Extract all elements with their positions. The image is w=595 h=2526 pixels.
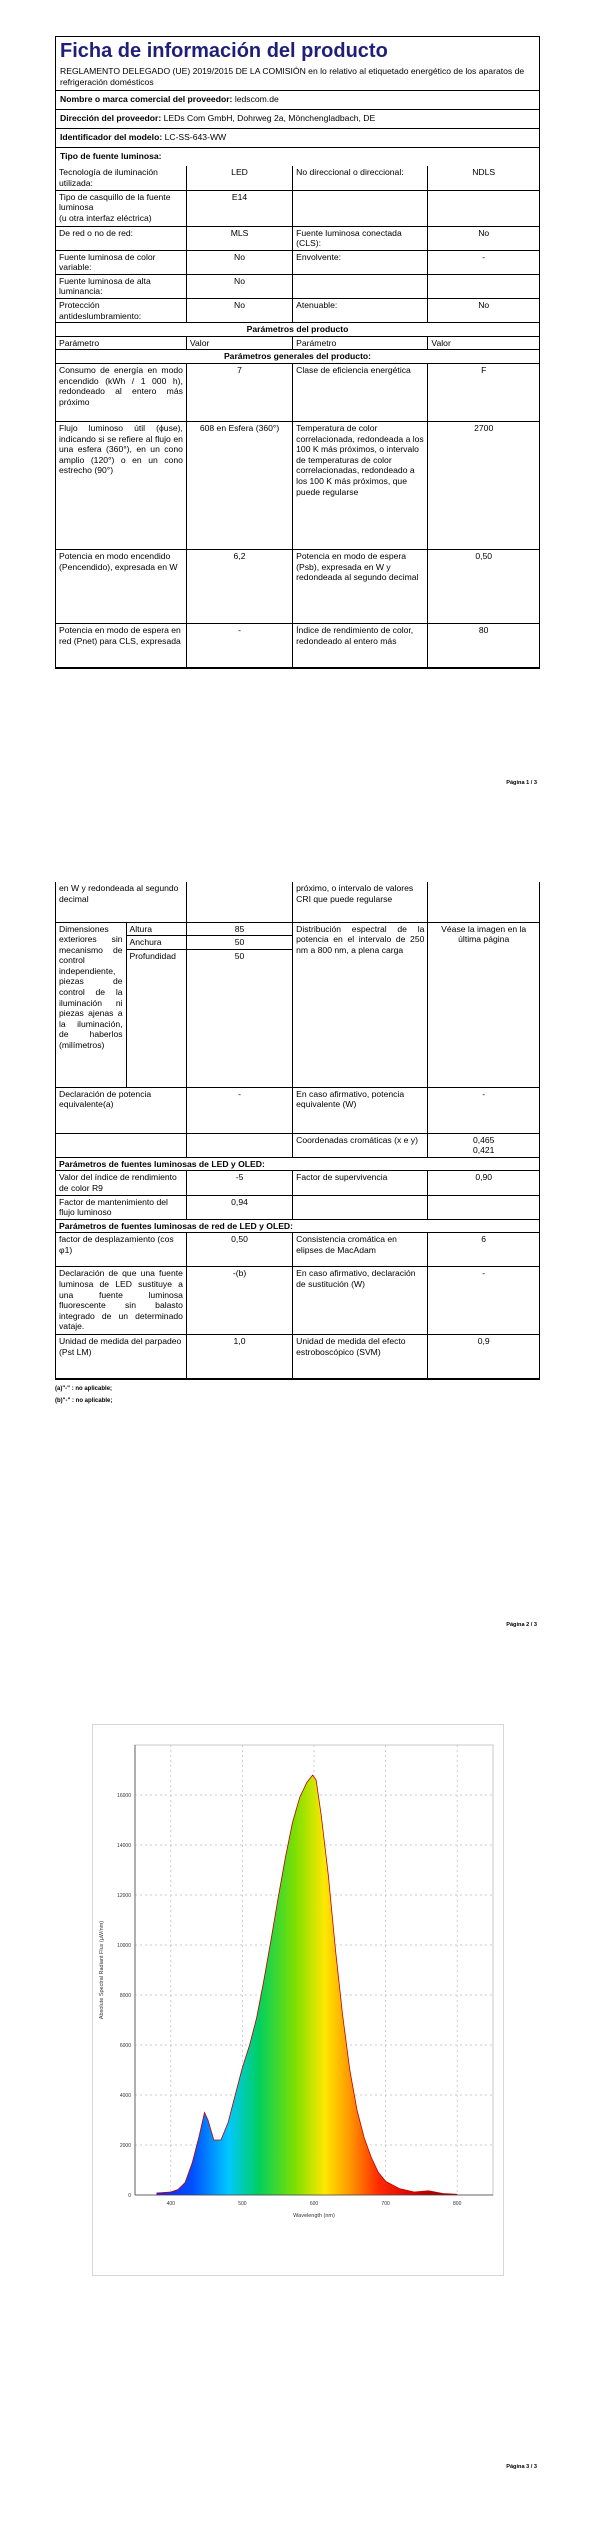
xy-value-y: 0,421 [472, 1145, 495, 1156]
y-tick-label: 2000 [119, 2143, 131, 2149]
spd-label: Distribución espectral de la potencia en el intervalo de 250 nm a 800 nm, a plena carga [293, 922, 428, 1087]
col-value-1: Valor [186, 336, 292, 350]
general-title: Parámetros generales del producto: [56, 350, 539, 364]
env-label: Envolvente: [293, 250, 428, 274]
footnotes [55, 1383, 112, 1407]
dim-label: Atenuable: [293, 299, 428, 323]
r9-value: -5 [186, 1171, 292, 1195]
eqp2-value: - [428, 1087, 539, 1133]
dim-value: No [428, 299, 539, 323]
light-source-table [56, 166, 539, 668]
height-label: Altura [126, 922, 186, 936]
cri-label-cont: próximo, o intervalo de valores CRI que puede regularse [293, 882, 428, 922]
psb-value: 0,50 [428, 550, 539, 624]
supplier-address-row [56, 110, 539, 129]
x-tick-label: 600 [309, 2201, 319, 2207]
surv-value: 0,90 [428, 1171, 539, 1195]
x-tick-label: 800 [453, 2201, 462, 2207]
y-tick-label: 0 [128, 2193, 131, 2199]
x-tick-label: 700 [381, 2201, 390, 2207]
glare-value: No [186, 299, 292, 323]
x-tick-label: 500 [238, 2201, 247, 2207]
macadam-value: 6 [428, 1233, 539, 1267]
cri-value: 80 [428, 624, 539, 668]
hl-label: Fuente luminosa de alta luminancia: [56, 274, 186, 298]
width-label: Anchura [126, 936, 186, 950]
class-label: Clase de eficiencia energética [293, 364, 428, 422]
width-value: 50 [186, 936, 292, 950]
y-tick-label: 4000 [119, 2093, 131, 2099]
spectrum-svg [93, 1725, 503, 2275]
cap-label [56, 190, 186, 226]
params-title: Parámetros del producto [56, 323, 539, 337]
page-number-3: Página 3 / 3 [506, 2464, 537, 2470]
tech-value: LED [186, 166, 292, 190]
replace-value: -(b) [186, 1267, 292, 1335]
env-value: - [428, 250, 539, 274]
pnet-label-cont: en W y redondeada al segundo decimal [56, 882, 186, 922]
depth-label: Profundidad [126, 949, 186, 1087]
x-tick-label: 400 [166, 2201, 175, 2207]
dir-label: No direccional o direccional: [293, 166, 428, 190]
y-tick-label: 14000 [117, 1843, 131, 1849]
y-tick-label: 16000 [117, 1793, 131, 1799]
xy-label: Coordenadas cromáticas (x e y) [293, 1133, 428, 1157]
product-sheet-continued [55, 882, 540, 1380]
y-tick-label: 10000 [117, 1943, 131, 1949]
params-table-continued [56, 882, 539, 1379]
class-value: F [428, 364, 539, 422]
cap-value: E14 [186, 190, 292, 226]
replace2-label: En caso afirmativo, declaración de sustitución (W) [293, 1267, 428, 1335]
color-label: Fuente luminosa de color variable: [56, 250, 186, 274]
flicker-label: Unidad de medida del parpadeo (Pst LM) [56, 1335, 186, 1379]
disp-value: 0,50 [186, 1233, 292, 1267]
pon-value: 6,2 [186, 550, 292, 624]
dir-value: NDLS [428, 166, 539, 190]
model-label: Identificador del modelo: [60, 132, 163, 142]
replace-label: Declaración de que una fuente luminosa de LED sustituye a una fuente luminosa fluorescente sin balasto integrado de un determinado vataje. [56, 1267, 186, 1335]
address-value: LEDs Com GmbH, Dohrweg 2a, Mönchengladbach, DE [163, 113, 376, 123]
spd-value: Véase la imagen en la última página [428, 922, 539, 1087]
cls-label: Fuente luminosa conectada (CLS): [293, 226, 428, 250]
energy-label: Consumo de energía en modo encendido (kWh / 1 000 h), redondeado al entero más próximo [56, 364, 186, 422]
pnet-label: Potencia en modo de espera en red (Pnet) para CLS, expresada [56, 624, 186, 668]
depth-value: 50 [186, 949, 292, 1087]
eqp-label: Declaración de potencia equivalente(a) [56, 1087, 186, 1133]
cct-value: 2700 [428, 422, 539, 550]
cls-value: No [428, 226, 539, 250]
page-2 [0, 842, 595, 1684]
model-value: LC-SS-643-WW [164, 132, 227, 142]
flux-label: Flujo luminoso útil (ϕuse), indicando si se refiere al flujo en una esfera (360°), en un cono amplio (120°) o en un cono estrecho (90°) [56, 422, 186, 550]
height-value: 85 [186, 922, 292, 936]
product-sheet [55, 36, 540, 669]
col-value-2: Valor [428, 336, 539, 350]
macadam-label: Consistencia cromática en elipses de MacAdam [293, 1233, 428, 1267]
y-axis-label: Absolute Spectral Radiant Flux (µW/nm) [99, 1920, 105, 2020]
footnote-a: (a)"-" : no aplicable; [55, 1386, 113, 1392]
xy-value [428, 1133, 539, 1157]
brand-label: Nombre o marca comercial del proveedor: [60, 94, 233, 104]
regulation-text: REGLAMENTO DELEGADO (UE) 2019/2015 DE LA COMISIÓN en lo relativo al etiquetado energético de los aparatos de refrigeración domésticos [60, 66, 525, 87]
svm-value: 0,9 [428, 1335, 539, 1379]
brand-value: ledscom.de [234, 94, 279, 104]
footnote-b: (b)"-" : no aplicable; [55, 1398, 113, 1404]
pnet-value: - [186, 624, 292, 668]
page-3 [0, 1684, 595, 2526]
page-number-2: Página 2 / 3 [506, 1622, 537, 1628]
r9-label: Valor del índice de rendimiento de color R9 [56, 1171, 186, 1195]
tech-label: Tecnología de iluminación utilizada: [56, 166, 186, 190]
xy-value-x: 0,465 [472, 1134, 495, 1145]
energy-value: 7 [186, 364, 292, 422]
flux-value: 608 en Esfera (360°) [186, 422, 292, 550]
hl-value: No [186, 274, 292, 298]
mains-label: De red o no de red: [56, 226, 186, 250]
model-row [56, 129, 539, 148]
light-type-row: Tipo de fuente luminosa: [60, 151, 162, 161]
glare-label: Protección antideslumbramiento: [56, 299, 186, 323]
disp-label: factor de desplazamiento (cos φ1) [56, 1233, 186, 1267]
replace2-value: - [428, 1267, 539, 1335]
eqp2-label: En caso afirmativo, potencia equivalente (W) [293, 1087, 428, 1133]
x-axis-label: Wavelength (nm) [293, 2213, 335, 2219]
page-title: Ficha de información del producto [60, 40, 388, 62]
svm-label: Unidad de medida del efecto estroboscópico (SVM) [293, 1335, 428, 1379]
color-value: No [186, 250, 292, 274]
y-tick-label: 8000 [119, 1993, 131, 1999]
spectrum-chart [92, 1724, 504, 2276]
eqp-value: - [186, 1087, 292, 1133]
address-label: Dirección del proveedor: [60, 113, 162, 123]
lm-label: Factor de mantenimiento del flujo luminoso [56, 1195, 186, 1219]
y-tick-label: 12000 [117, 1893, 131, 1899]
y-tick-label: 6000 [119, 2043, 131, 2049]
mains-value: MLS [186, 226, 292, 250]
surv-label: Factor de supervivencia [293, 1171, 428, 1195]
sheet-header [56, 37, 539, 91]
col-param-2: Parámetro [293, 336, 428, 350]
dim-ext-label: Dimensiones exteriores sin mecanismo de control independiente, piezas de control de la iluminación ni piezas ajenas a la iluminación, de haberlos (milímetros) [56, 922, 126, 1087]
lm-value: 0,94 [186, 1195, 292, 1219]
supplier-brand-row [56, 91, 539, 110]
mains-title: Parámetros de fuentes luminosas de red de LED y OLED: [56, 1219, 539, 1233]
psb-label: Potencia en modo de espera (Psb), expresada en W y redondeada al segundo decimal [293, 550, 428, 624]
col-param-1: Parámetro [56, 336, 186, 350]
flicker-value: 1,0 [186, 1335, 292, 1379]
cri-label: Índice de rendimiento de color, redondeado al entero más [293, 624, 428, 668]
pon-label: Potencia en modo encendido (Pencendido), expresada en W [56, 550, 186, 624]
cap-label-text: Tipo de casquillo de la fuente luminosa [59, 191, 171, 213]
page-1 [0, 0, 595, 842]
page-number-1: Página 1 / 3 [506, 780, 537, 786]
cap-label-sub: (u otra interfaz eléctrica) [59, 212, 152, 223]
cct-label: Temperatura de color correlacionada, redondeada a los 100 K más próximos, o intervalo de temperaturas de color correlacionadas, redondeado a los 100 K más próximos, que puede regularse [293, 422, 428, 550]
led-title: Parámetros de fuentes luminosas de LED y OLED: [56, 1157, 539, 1171]
